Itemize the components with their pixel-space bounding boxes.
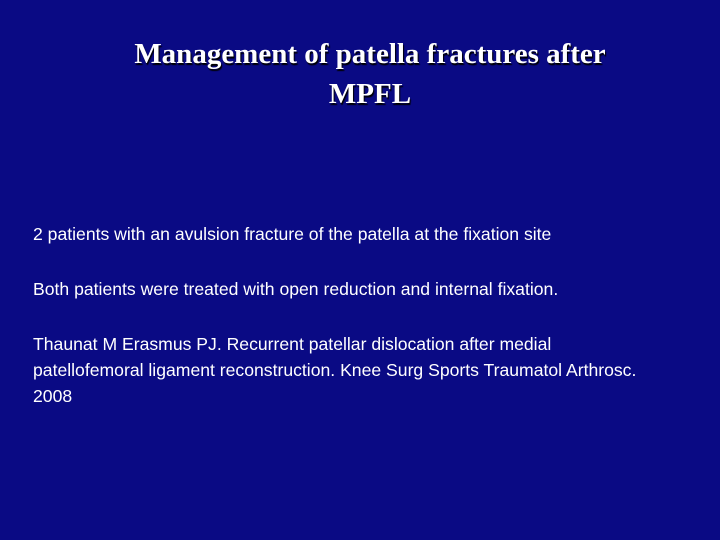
body-text-citation: Thaunat M Erasmus PJ. Recurrent patellar dislocation after medial patellofemoral ligament reconstruction. Knee Surg Sports Traumatol Arthrosc. 2008 <box>33 334 637 406</box>
slide-title-line-1: Management of patella fractures after <box>134 38 606 70</box>
body-text-avulsion-fracture: 2 patients with an avulsion fracture of the patella at the fixation site <box>33 224 552 244</box>
slide-title-line-2: MPFL <box>328 78 412 110</box>
body-text-treatment: Both patients were treated with open reduction and internal fixation. <box>33 279 559 299</box>
slide-title <box>60 34 680 114</box>
slide-body <box>33 221 693 409</box>
